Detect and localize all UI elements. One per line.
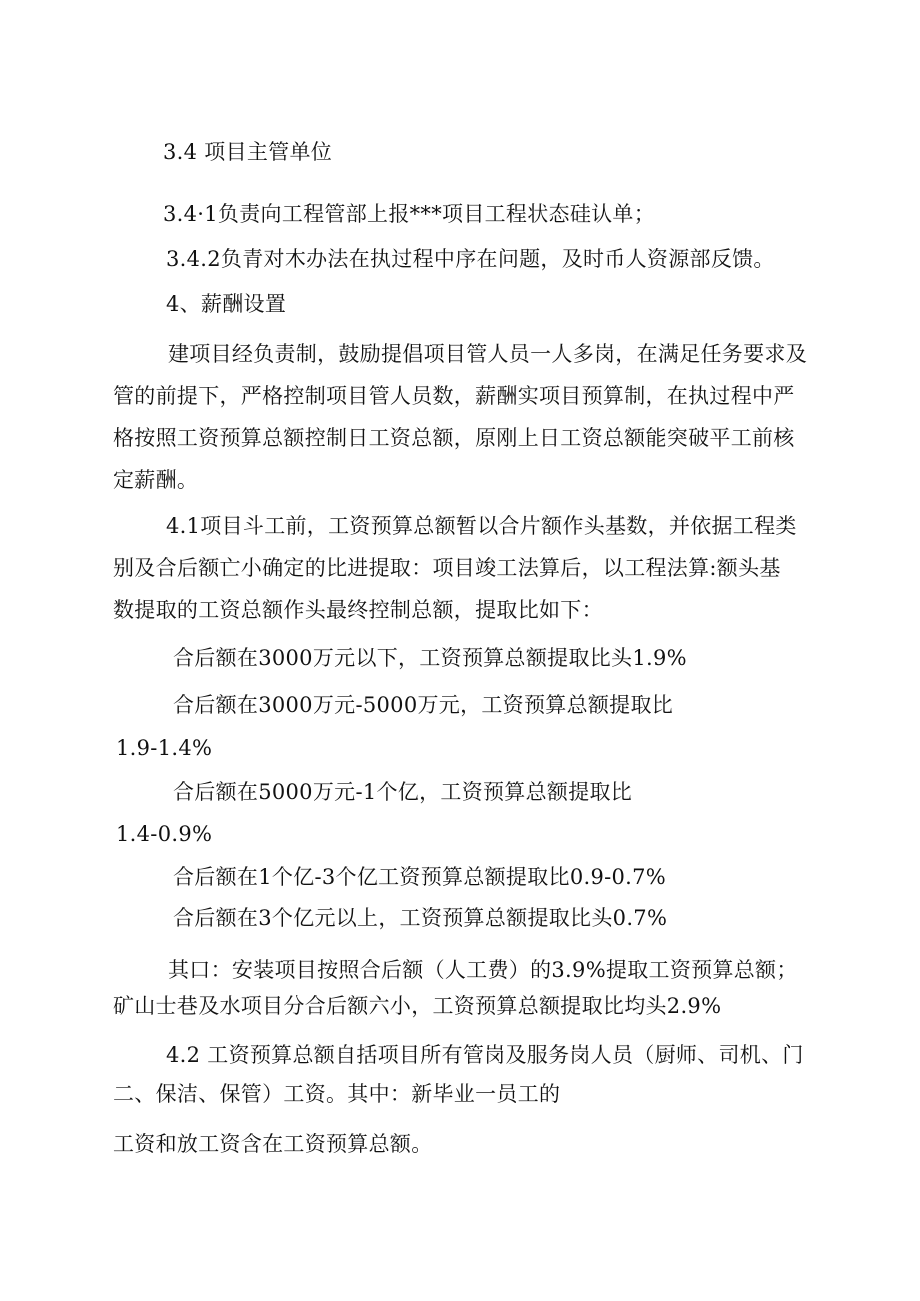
paragraph-intro-line-1: 建项目经负责制，鼓励提倡项目管人员一人多岗，在满足任务要求及 — [168, 342, 807, 366]
paragraph-intro-line-2: 管的前提下，严格控制项目管人员数，薪酬实项目预算制，在执过程中严 — [113, 384, 795, 408]
paragraph-4-1-line-1: 4.1项目斗工前，工资预算总额暂以合片额作头基数，并依据工程类 — [166, 514, 797, 538]
paragraph-other-line-2: 矿山士巷及水项目分合后额六小，工资预算总额提取比均头2.9% — [113, 994, 722, 1018]
paragraph-4-1-line-2: 别及合后额亡小确定的比进提取：项目竣工法算后，以工程法算:额头基 — [113, 556, 781, 580]
paragraph-4-2-line-3: 工资和放工资含在工资预算总额。 — [113, 1132, 433, 1156]
paragraph-4-1-line-3: 数提取的工资总额作头最终控制总额，提取比如下： — [113, 598, 603, 622]
paragraph-4-2-line-1: 4.2 工资预算总额自括项目所有管岗及服务岗人员（厨师、司机、门 — [166, 1043, 804, 1067]
section-heading-3-4: 3.4 项目主管单位 — [163, 140, 333, 164]
rate-line-2-continued: 1.9-1.4% — [116, 736, 213, 760]
rate-line-1: 合后额在3000万元以下，工资预算总额提取比头1.9% — [173, 646, 687, 670]
paragraph-intro-line-4: 定薪酬。 — [113, 468, 199, 492]
rate-line-5: 合后额在3个亿元以上，工资预算总额提取比头0.7% — [173, 906, 668, 930]
paragraph-intro-line-3: 格按照工资预算总额控制日工资总额，原刚上日工资总额能突破平工前核 — [113, 426, 795, 450]
paragraph-other-line-1: 其口：安装项目按照合后额（人工费）的3.9%提取工资预算总额； — [168, 958, 798, 982]
rate-line-4: 合后额在1个亿-3个亿工资预算总额提取比0.9-0.7% — [173, 865, 667, 889]
rate-line-3-continued: 1.4-0.9% — [116, 822, 213, 846]
rate-line-2: 合后额在3000万元-5000万元，工资预算总额提取比 — [173, 693, 674, 717]
paragraph-4-2-line-2: 二、保洁、保管）工资。其中：新毕业一员工的 — [113, 1082, 561, 1106]
rate-line-3: 合后额在5000万元-1个亿，工资预算总额提取比 — [173, 780, 633, 804]
section-heading-4: 4、薪酬设置 — [166, 292, 287, 316]
item-3-4-2: 3.4.2负青对木办法在执过程中序在问题，及时币人资源部反馈。 — [166, 247, 775, 271]
item-3-4-1: 3.4·1负责向工程管部上报***项目工程状态硅认单； — [163, 202, 656, 226]
